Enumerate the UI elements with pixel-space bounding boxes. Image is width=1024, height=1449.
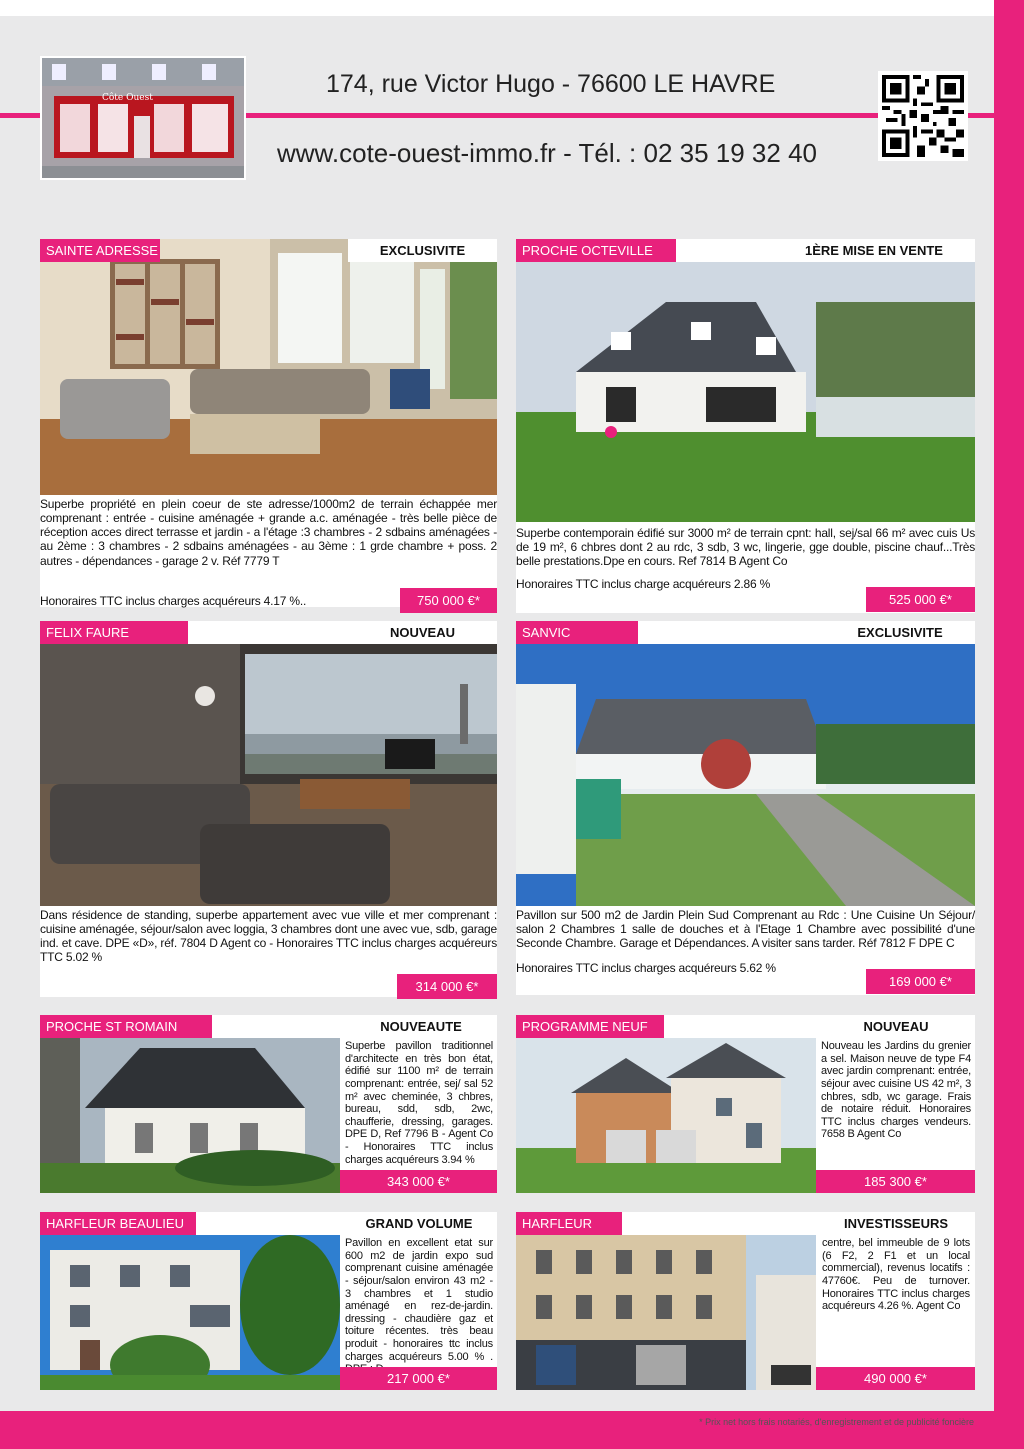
shop-sign: Côte Ouest <box>102 93 153 103</box>
listing-badge: NOUVEAU <box>863 1019 929 1034</box>
listing-price: 525 000 €* <box>866 587 975 612</box>
listing-photo-apartment-view <box>40 644 497 906</box>
listing-price: 314 000 €* <box>397 974 497 999</box>
listing-location: PROCHE ST ROMAIN <box>40 1015 212 1038</box>
header-rule-left <box>0 113 40 118</box>
listing-location: SAINTE ADRESSE <box>40 239 160 262</box>
listing-photo-traditional-house <box>40 1038 340 1193</box>
listing-location: HARFLEUR BEAULIEU <box>40 1212 196 1235</box>
listing-description: Superbe propriété en plein coeur de ste adresse/1000m2 de terrain échappée mer comprenant : entrée - cuisine aménagée + grande a.c. aménagée - très belle pièce de réception acces direct terrasse et jardin - a l'étage :3 chambres - 2 sdbains aménagées - au 2ème : 3 chambres - 2 sdbains aménagées - au 3ème : 1 grde chambre + poss. 2 autres - dépendances - garage 2 v. Réf 7779 T <box>40 497 497 568</box>
right-pink-border <box>994 0 1024 1449</box>
listing-description: Superbe pavillon traditionnel d'architecte en très bon état, édifié sur 1100 m² de terrain comprenant: entrée, sej/ sal 52 m² avec cheminée, 3 chbres, bureau, sdd, sdb, 2wc, chaufferie, dressing, garages. DPE D, Ref 7796 B - Agent Co - Honoraires TTC inclus charges acquéreurs 3.94 % <box>345 1040 493 1166</box>
listing-photo-large-house <box>40 1235 340 1390</box>
listing-card-sanvic[interactable] <box>516 621 975 995</box>
listing-description: centre, bel immeuble de 9 lots (6 F2, 2 F1 et un local commercial), revenus locatifs : 47760€. Peu de turnover. Honoraires TTC inclus charges acquéreurs 4.26 %. Agent Co <box>822 1237 970 1313</box>
listing-photo-new-build <box>516 1038 816 1193</box>
listing-card-proche-octeville[interactable] <box>516 239 975 613</box>
listing-location: PROCHE OCTEVILLE <box>516 239 676 262</box>
listing-fees: Honoraires TTC inclus charges acquéreurs 4.17 %.. <box>40 594 307 608</box>
listing-badge: GRAND VOLUME <box>365 1216 473 1231</box>
listing-badge: EXCLUSIVITE <box>348 239 497 262</box>
listing-price: 217 000 €* <box>340 1367 497 1390</box>
listing-fees: Honoraires TTC inclus charge acquéreurs 2.86 % <box>516 577 771 591</box>
listing-price: 343 000 €* <box>340 1170 497 1193</box>
listing-description: Nouveau les Jardins du grenier a sel. Maison neuve de type F4 avec jardin comprenant: entrée, séjour avec cuisine US 42 m², 3 chbres, sdb, wc garage. Frais de notaire réduit. Honoraires TTC inclus charges vendeurs. 7658 B Agent Co <box>821 1040 971 1141</box>
listing-description: Pavillon en excellent etat sur 600 m2 de jardin expo sud comprenant cuisine aménagée - séjour/salon environ 43 m2 - 3 chambres et 1 studio aménagé en rez-de-jardin. dressing - chaudière gaz et toiture récentes. très beau produit - honoraires ttc inclus charges acquéreurs 5.00 % . <box>345 1237 493 1363</box>
listing-badge: 1ÈRE MISE EN VENTE <box>773 239 975 262</box>
listing-location: SANVIC <box>516 621 638 644</box>
listing-card-sainte-adresse[interactable] <box>40 239 497 607</box>
listing-card-proche-st-romain[interactable] <box>40 1015 497 1193</box>
listing-badge: EXCLUSIVITE <box>825 621 975 644</box>
listing-location: FELIX FAURE <box>40 621 188 644</box>
listing-photo-bungalow-garden <box>516 644 975 906</box>
listing-location: PROGRAMME NEUF <box>516 1015 664 1038</box>
listing-description: Dans résidence de standing, superbe appartement avec vue ville et mer comprenant : cuisine aménagée, séjour/salon avec loggia, 3 chambres dont une avec vue, sdb, garage ind. et cave. DPE «D», réf. 7804 D Agent co - Honoraires TTC inclus charges acquéreurs TTC 5.02 % <box>40 908 497 965</box>
listing-price: 750 000 €* <box>400 588 497 613</box>
listing-fees: Honoraires TTC inclus charges acquéreurs 5.62 % <box>516 961 776 975</box>
listing-description: Pavillon sur 500 m2 de Jardin Plein Sud Comprenant au Rdc : Une Cuisine Un Séjour/ salon 2 Chambres 1 salle de douches et à l'Etage 1 Chambre avec possibilité d'une Seconde Chambre. Garage et Dépendances. A visiter sans tarder. Réf 7812 F DPE C <box>516 908 975 951</box>
listing-badge: NOUVEAUTE <box>380 1019 462 1034</box>
listing-photo-living-room <box>40 239 497 495</box>
listing-badge: INVESTISSEURS <box>843 1216 949 1231</box>
listing-badge: NOUVEAU <box>348 621 497 644</box>
listing-card-programme-neuf[interactable] <box>516 1015 975 1193</box>
listing-price: 185 300 €* <box>816 1170 975 1193</box>
listing-photo-apartment-building <box>516 1235 816 1390</box>
qr-code-icon[interactable] <box>878 71 968 161</box>
footnote: * Prix net hors frais notariés, d'enregistrement et de publicité foncière <box>699 1417 974 1427</box>
agency-address: 174, rue Victor Hugo - 76600 LE HAVRE <box>326 70 776 98</box>
listing-card-harfleur-beaulieu[interactable] <box>40 1212 497 1390</box>
listing-price: 490 000 €* <box>816 1367 975 1390</box>
listing-price: 169 000 €* <box>866 969 975 994</box>
agency-storefront-photo <box>40 56 246 180</box>
listing-location: HARFLEUR <box>516 1212 622 1235</box>
listing-photo-contemporary-house <box>516 262 975 522</box>
agency-contact[interactable]: www.cote-ouest-immo.fr - Tél. : 02 35 19 32 40 <box>277 138 817 168</box>
top-border <box>0 0 1024 16</box>
listing-card-harfleur[interactable] <box>516 1212 975 1390</box>
listing-description: Superbe contemporain édifié sur 3000 m² de terrain cpnt: hall, sej/sal 66 m² avec cuis Us de 19 m², 6 chbres dont 2 au rdc, 3 sdb, 3 wc, lingerie, gge double, piscine chauf...Très belle prestations.Dpe en cours. Ref 7814 B Agent Co <box>516 526 975 569</box>
listing-card-felix-faure[interactable] <box>40 621 497 997</box>
